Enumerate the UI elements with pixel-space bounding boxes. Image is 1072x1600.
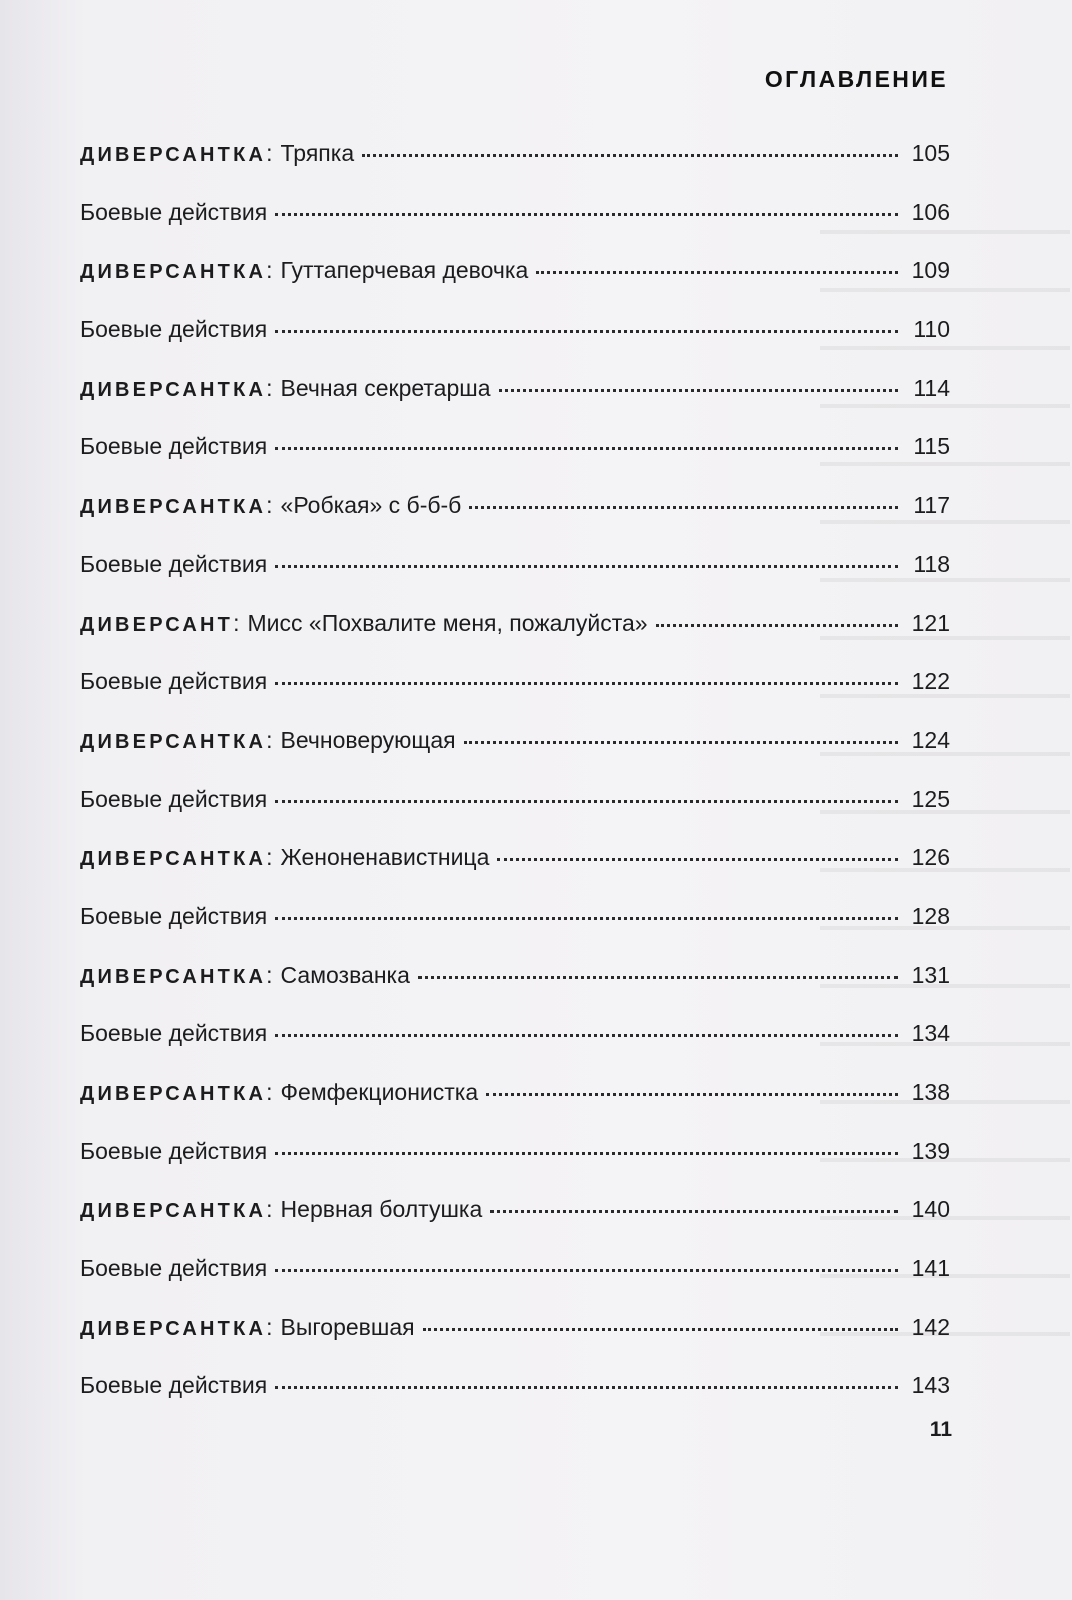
toc-entry-title: Боевые действия: [80, 1372, 268, 1399]
dot-leader: [423, 1328, 898, 1331]
toc-entry-page: 143: [911, 1372, 950, 1399]
toc-entry[interactable]: [80, 492, 950, 551]
toc-entry-page: 105: [911, 140, 950, 166]
toc-entry-title: Вечная секретарша: [280, 374, 491, 401]
toc-entry-page: 141: [911, 1255, 950, 1282]
toc-entry-title: Самозванка: [280, 961, 410, 988]
toc-entry-title: Боевые действия: [80, 316, 268, 343]
toc-entry-title: Боевые действия: [80, 433, 268, 460]
toc-entry-colon: :: [266, 374, 273, 401]
toc-entry-page: 126: [911, 844, 950, 871]
dot-leader: [499, 389, 898, 392]
toc-entry[interactable]: [80, 375, 950, 434]
toc-entry[interactable]: [80, 1372, 950, 1431]
toc-entry-title: Выгоревшая: [280, 1313, 415, 1340]
toc-entry[interactable]: [80, 786, 950, 845]
toc-entry-page: 122: [911, 668, 950, 695]
toc-entry-prefix: ДИВЕРСАНТКА: [80, 1317, 267, 1340]
dot-leader: [656, 624, 898, 627]
toc-entry[interactable]: [80, 1138, 950, 1197]
toc-entry-colon: :: [266, 1196, 273, 1223]
toc-entry-title: Вечноверующая: [280, 726, 456, 753]
toc-entry-page: 128: [911, 902, 950, 929]
toc-entry[interactable]: [80, 1079, 950, 1138]
toc-entry[interactable]: [80, 1020, 950, 1079]
toc-entry-page: 121: [911, 609, 950, 636]
dot-leader: [490, 1210, 898, 1213]
dot-leader: [418, 976, 898, 979]
dot-leader: [275, 213, 898, 216]
toc-entry-page: 115: [913, 433, 950, 460]
toc-entry[interactable]: [80, 1255, 950, 1314]
dot-leader: [275, 1034, 898, 1037]
dot-leader: [275, 565, 898, 568]
toc-entry-page: 139: [911, 1137, 950, 1164]
toc-entry-colon: :: [266, 1313, 273, 1340]
toc-entry-title: Боевые действия: [80, 902, 268, 929]
toc-entry-prefix: ДИВЕРСАНТКА: [80, 144, 267, 166]
dot-leader: [275, 1269, 898, 1272]
toc-entry-page: 114: [913, 374, 950, 401]
toc-entry-prefix: ДИВЕРСАНТ: [80, 613, 234, 636]
toc-entry-colon: :: [266, 726, 273, 753]
dot-leader: [362, 154, 898, 157]
toc-entry-prefix: ДИВЕРСАНТКА: [80, 965, 267, 988]
toc-entry-title: Боевые действия: [80, 550, 268, 577]
toc-entry-page: 134: [911, 1020, 950, 1047]
table-of-contents: [80, 140, 950, 1431]
toc-entry-title: Гуттаперчевая девочка: [280, 257, 529, 284]
dot-leader: [536, 271, 898, 274]
toc-entry-prefix: ДИВЕРСАНТКА: [80, 1200, 267, 1223]
toc-entry-colon: :: [266, 257, 273, 284]
toc-entry-title: Фемфекционистка: [280, 1079, 479, 1105]
toc-entry-prefix: ДИВЕРСАНТКА: [80, 730, 267, 753]
toc-entry[interactable]: [80, 903, 950, 962]
page-title: ОГЛАВЛЕНИЕ: [764, 66, 948, 92]
toc-entry-title: Нервная болтушка: [280, 1196, 483, 1223]
dot-leader: [497, 858, 898, 861]
toc-entry-page: 118: [913, 550, 950, 577]
toc-entry-title: «Робкая» с б-б-б: [280, 492, 462, 519]
toc-entry[interactable]: [80, 962, 950, 1021]
dot-leader: [275, 917, 898, 920]
toc-entry-page: 106: [911, 198, 950, 225]
toc-entry-prefix: ДИВЕРСАНТКА: [80, 261, 267, 284]
toc-entry-prefix: ДИВЕРСАНТКА: [80, 378, 267, 401]
toc-entry-prefix: ДИВЕРСАНТКА: [80, 496, 267, 519]
toc-entry-colon: :: [266, 844, 273, 871]
toc-entry-colon: :: [266, 140, 273, 166]
toc-entry-title: Боевые действия: [80, 198, 268, 225]
toc-entry[interactable]: [80, 140, 950, 199]
toc-entry[interactable]: [80, 610, 950, 669]
toc-entry[interactable]: [80, 316, 950, 375]
toc-entry-colon: :: [266, 492, 273, 519]
toc-entry-title: Боевые действия: [80, 668, 268, 695]
dot-leader: [275, 1152, 898, 1155]
toc-entry[interactable]: [80, 1196, 950, 1255]
dot-leader: [275, 330, 898, 333]
toc-entry-prefix: ДИВЕРСАНТКА: [80, 1083, 267, 1105]
toc-entry-page: 109: [911, 257, 950, 284]
toc-entry-title: Тряпка: [280, 140, 355, 166]
toc-entry-prefix: ДИВЕРСАНТКА: [80, 848, 267, 871]
dot-leader: [275, 1386, 898, 1389]
toc-entry-page: 131: [911, 961, 950, 988]
toc-entry-colon: :: [266, 1079, 273, 1105]
toc-entry-title: Женоненавистница: [280, 844, 490, 871]
dot-leader: [275, 682, 898, 685]
toc-entry[interactable]: [80, 1314, 950, 1373]
toc-entry[interactable]: [80, 844, 950, 903]
toc-entry-page: 138: [911, 1079, 950, 1105]
toc-entry[interactable]: [80, 727, 950, 786]
toc-entry[interactable]: [80, 199, 950, 258]
dot-leader: [275, 447, 898, 450]
toc-entry-page: 117: [913, 492, 950, 519]
toc-entry-title: Боевые действия: [80, 1255, 268, 1282]
toc-entry[interactable]: [80, 257, 950, 316]
toc-entry-page: 142: [911, 1313, 950, 1340]
dot-leader: [464, 741, 898, 744]
toc-entry-page: 140: [911, 1196, 950, 1223]
toc-entry-colon: :: [233, 609, 240, 636]
toc-entry-page: 124: [911, 726, 950, 753]
toc-entry-page: 110: [913, 316, 950, 343]
dot-leader: [486, 1093, 898, 1096]
toc-entry-title: Боевые действия: [80, 1020, 268, 1047]
toc-entry[interactable]: [80, 668, 950, 727]
dot-leader: [469, 506, 898, 509]
dot-leader: [275, 800, 898, 803]
toc-entry[interactable]: [80, 551, 950, 610]
toc-entry[interactable]: [80, 433, 950, 492]
toc-entry-title: Мисс «Похвалите меня, пожалуйста»: [247, 609, 648, 636]
page-number: 11: [929, 1418, 952, 1441]
toc-entry-title: Боевые действия: [80, 785, 268, 812]
toc-entry-title: Боевые действия: [80, 1137, 268, 1164]
toc-entry-colon: :: [266, 961, 273, 988]
toc-entry-page: 125: [911, 785, 950, 812]
